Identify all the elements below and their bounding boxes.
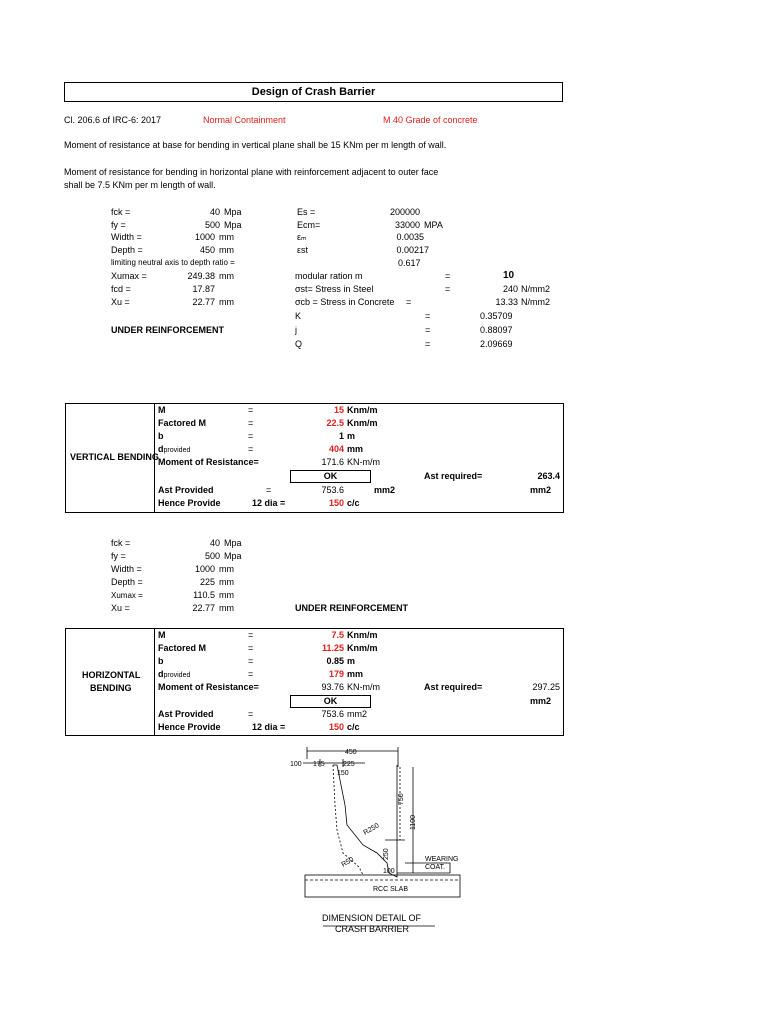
mat-label: Ecm= bbox=[297, 220, 321, 230]
containment-level: Normal Containment bbox=[203, 115, 286, 125]
ast-provided-unit: mm2 bbox=[347, 709, 367, 719]
param-value: 500 bbox=[204, 551, 220, 561]
param-value: 22.77 bbox=[192, 297, 215, 307]
mat-value: 33000 bbox=[394, 220, 420, 230]
mat2-label: modular ration m bbox=[295, 271, 363, 281]
mat-value: 200000 bbox=[390, 207, 421, 217]
row-value: 7.5 bbox=[331, 630, 344, 640]
param-unit: mm bbox=[219, 271, 234, 281]
dim-100-label: 100 bbox=[290, 761, 302, 768]
row-unit: m bbox=[347, 656, 356, 666]
param-unit: Mpa bbox=[224, 220, 242, 230]
ast-provided-label: Ast Provided bbox=[158, 485, 214, 495]
param-value: 22.77 bbox=[192, 603, 215, 613]
under-reinforcement-label-2: UNDER REINFORCEMENT bbox=[295, 603, 409, 613]
dim-1100-label: 1100 bbox=[410, 814, 417, 830]
row-label: Factored M bbox=[158, 418, 207, 428]
row-unit: Knm/m bbox=[347, 643, 378, 653]
dim-225-label: 225 bbox=[343, 761, 355, 768]
row-value: 1 bbox=[338, 431, 344, 441]
row-value: 22.5 bbox=[326, 418, 344, 428]
ratio-value: 0.617 bbox=[398, 258, 421, 268]
ast-provided-value: 753.6 bbox=[321, 485, 344, 495]
crash-barrier-drawing bbox=[285, 745, 475, 940]
hence-provide-unit: c/c bbox=[347, 722, 360, 732]
param-value: 40 bbox=[209, 538, 220, 548]
r250-label: R250 bbox=[362, 822, 381, 837]
row-label: M bbox=[158, 630, 166, 640]
row-label: dprovided bbox=[158, 669, 191, 679]
note-vertical-moment: Moment of resistance at base for bending in vertical plane shall be 15 KNm per m length of wall. bbox=[64, 140, 447, 150]
ast-required-value: 297.25 bbox=[532, 682, 560, 692]
vertical-bending-heading: VERTICAL BENDING bbox=[70, 452, 159, 462]
dim-450-label: 450 bbox=[345, 749, 357, 756]
row-unit: m bbox=[347, 431, 356, 441]
param-value: 1000 bbox=[194, 564, 215, 574]
row-label: Moment of Resistance= bbox=[158, 682, 259, 692]
row-value: 404 bbox=[328, 444, 344, 454]
mat2-value: 13.33 bbox=[495, 297, 518, 307]
wearing-coat-label-line2: COAT. bbox=[425, 864, 446, 871]
mat-label: Es = bbox=[297, 207, 316, 217]
row-unit: KN-m/m bbox=[347, 682, 380, 692]
rcc-slab-label: RCC SLAB bbox=[373, 886, 409, 893]
row-label: Moment of Resistance= bbox=[158, 457, 259, 467]
row-unit: Knm/m bbox=[347, 418, 378, 428]
param-unit: mm bbox=[219, 577, 234, 587]
concrete-grade: M 40 Grade of concrete bbox=[383, 115, 478, 125]
ast-required-label: Ast required= bbox=[424, 471, 483, 481]
horizontal-bending-heading-line2: BENDING bbox=[90, 683, 132, 693]
hence-provide-dia: 12 dia = bbox=[252, 722, 286, 732]
page-title: Design of Crash Barrier bbox=[64, 82, 563, 102]
ast-provided-label: Ast Provided bbox=[158, 709, 214, 719]
param-unit: Mpa bbox=[224, 538, 242, 548]
mat2-label: σst= Stress in Steel bbox=[295, 284, 374, 294]
param-label: fck = bbox=[111, 207, 131, 217]
row-unit: KN-m/m bbox=[347, 457, 380, 467]
row-value: 11.25 bbox=[321, 643, 344, 653]
mat2-label: Q bbox=[295, 339, 303, 349]
param-unit: mm bbox=[219, 603, 234, 613]
param-value: 17.87 bbox=[192, 284, 215, 294]
param-label: Depth = bbox=[111, 577, 143, 587]
param-unit: mm bbox=[219, 297, 234, 307]
param-label: Width = bbox=[111, 564, 142, 574]
ast-required-label: Ast required= bbox=[424, 682, 483, 692]
dim-150-label: 150 bbox=[337, 770, 349, 777]
horizontal-bending-heading-line1: HORIZONTAL bbox=[82, 670, 141, 680]
mat2-label: j bbox=[295, 325, 297, 335]
param-value: 450 bbox=[199, 245, 215, 255]
mat-value: 0.00217 bbox=[396, 245, 429, 255]
mat2-eq: = bbox=[425, 339, 431, 349]
mat2-label: σcb = Stress in Concrete bbox=[295, 297, 395, 307]
mat2-eq: = bbox=[425, 325, 431, 335]
hence-provide-dia: 12 dia = bbox=[252, 498, 286, 508]
mat-unit: MPA bbox=[424, 220, 443, 230]
row-label: b bbox=[158, 656, 164, 666]
mat2-eq: = bbox=[445, 271, 451, 281]
row-eq: = bbox=[248, 643, 254, 653]
ast-provided-value: 753.6 bbox=[321, 709, 344, 719]
mat2-eq: = bbox=[425, 311, 431, 321]
param-label: Xu = bbox=[111, 603, 130, 613]
wearing-coat-label-line1: WEARING bbox=[425, 856, 459, 863]
row-label: Factored M bbox=[158, 643, 207, 653]
horizontal-ok-badge: OK bbox=[290, 695, 371, 708]
caption-line2: CRASH BARRIER bbox=[335, 924, 410, 934]
dim-750-label: 750 bbox=[398, 793, 405, 805]
param-label: Xumax = bbox=[111, 271, 147, 281]
note-horizontal-moment-line2: shall be 7.5 KNm per m length of wall. bbox=[64, 180, 216, 190]
mat2-label: K bbox=[295, 311, 302, 321]
param-unit: mm bbox=[219, 564, 234, 574]
mat2-eq: = bbox=[406, 297, 412, 307]
ast-required-value: 263.4 bbox=[537, 471, 560, 481]
row-label: M bbox=[158, 405, 166, 415]
param-label: Width = bbox=[111, 232, 142, 242]
row-value: 0.85 bbox=[326, 656, 344, 666]
row-unit: mm bbox=[347, 669, 364, 679]
row-value: 15 bbox=[333, 405, 344, 415]
row-eq: = bbox=[248, 405, 254, 415]
param-value: 40 bbox=[209, 207, 220, 217]
row-eq: = bbox=[248, 444, 254, 454]
under-reinforcement-label: UNDER REINFORCEMENT bbox=[111, 325, 225, 335]
param-value: 500 bbox=[204, 220, 220, 230]
dim-100b-label: 100 bbox=[383, 868, 395, 875]
vertical-ok-badge: OK bbox=[290, 470, 371, 483]
dim-250-label: 250 bbox=[383, 848, 390, 860]
row-unit: Knm/m bbox=[347, 630, 378, 640]
row-eq: = bbox=[248, 669, 254, 679]
row-label: b bbox=[158, 431, 164, 441]
table-divider bbox=[154, 628, 155, 735]
ast-required-unit: mm2 bbox=[530, 696, 552, 706]
row-unit: Knm/m bbox=[347, 405, 378, 415]
hence-provide-spacing: 150 bbox=[328, 722, 344, 732]
r50-label: R50 bbox=[340, 856, 356, 869]
param-label: fck = bbox=[111, 538, 131, 548]
mat-value: 0.0035 bbox=[396, 232, 424, 242]
param-value: 110.5 bbox=[193, 590, 215, 600]
param-value: 249.38 bbox=[187, 271, 215, 281]
param-unit: mm bbox=[219, 590, 234, 600]
mat2-value: 2.09669 bbox=[480, 339, 513, 349]
hence-provide-label: Hence Provide bbox=[158, 722, 221, 732]
mat-label: εₘ bbox=[297, 232, 307, 242]
row-eq: = bbox=[248, 418, 254, 428]
clause-reference: Cl. 206.6 of IRC-6: 2017 bbox=[64, 115, 162, 125]
hence-provide-spacing: 150 bbox=[328, 498, 344, 508]
param-value: 1000 bbox=[194, 232, 215, 242]
mat2-unit: N/mm2 bbox=[521, 297, 550, 307]
dim-175-label: 175 bbox=[313, 761, 325, 768]
hence-provide-label: Hence Provide bbox=[158, 498, 221, 508]
mat2-value: 0.35709 bbox=[480, 311, 513, 321]
param-label: fy = bbox=[111, 551, 126, 561]
param-label: fcd = bbox=[111, 284, 131, 294]
ast-provided-unit: mm2 bbox=[374, 485, 396, 495]
param-unit: mm bbox=[219, 245, 234, 255]
row-eq: = bbox=[248, 630, 254, 640]
caption-line1: DIMENSION DETAIL OF bbox=[322, 913, 422, 923]
row-eq: = bbox=[248, 656, 254, 666]
param-unit: Mpa bbox=[224, 207, 242, 217]
param-label: Xu = bbox=[111, 297, 130, 307]
row-label: dprovided bbox=[158, 444, 191, 454]
row-value: 179 bbox=[328, 669, 344, 679]
param-unit: Mpa bbox=[224, 551, 242, 561]
mat-label: εst bbox=[297, 245, 309, 255]
hence-provide-unit: c/c bbox=[347, 498, 360, 508]
mat2-eq: = bbox=[445, 284, 451, 294]
param-value: 225 bbox=[199, 577, 215, 587]
row-unit: mm bbox=[347, 444, 364, 454]
row-value: 171.6 bbox=[321, 457, 344, 467]
param-label: fy = bbox=[111, 220, 126, 230]
mat2-unit: N/mm2 bbox=[521, 284, 550, 294]
row-eq: = bbox=[248, 431, 254, 441]
row-value: 93.76 bbox=[321, 682, 344, 692]
ast-provided-eq: = bbox=[266, 485, 272, 495]
mat2-value: 10 bbox=[503, 270, 515, 281]
ast-required-unit: mm2 bbox=[530, 485, 552, 495]
mat2-value: 0.88097 bbox=[480, 325, 513, 335]
param-label: Depth = bbox=[111, 245, 143, 255]
ast-provided-eq: = bbox=[248, 709, 254, 719]
param-unit: mm bbox=[219, 232, 234, 242]
note-horizontal-moment-line1: Moment of resistance for bending in horizontal plane with reinforcement adjacent to outer face bbox=[64, 167, 439, 177]
mat2-value: 240 bbox=[502, 284, 518, 294]
ratio-label: limiting neutral axis to depth ratio = bbox=[111, 258, 235, 267]
param-label: Xumax = bbox=[111, 591, 143, 600]
